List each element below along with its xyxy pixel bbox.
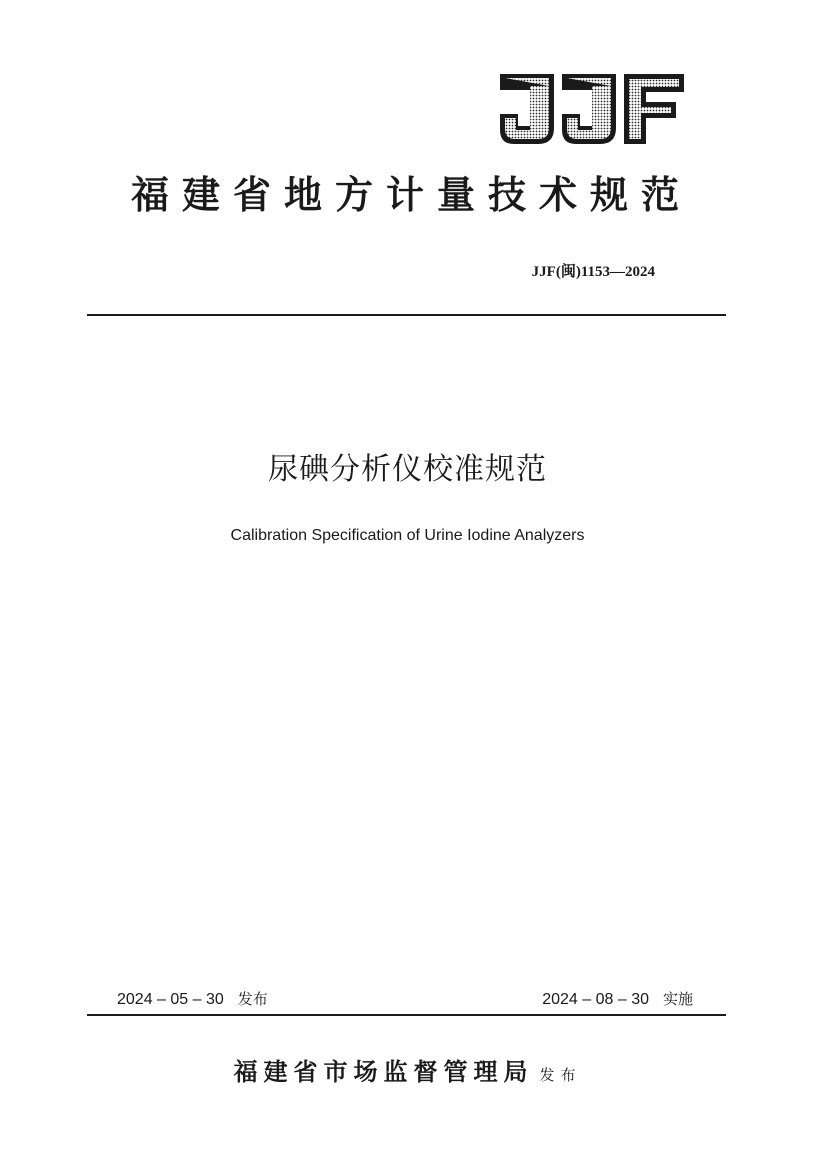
top-divider <box>87 314 726 316</box>
issuer-line <box>0 1052 815 1087</box>
series-title: 福建省地方计量技术规范 <box>130 172 692 217</box>
issue-date-line <box>117 988 268 1009</box>
implementation-label: 实施 <box>662 990 693 1008</box>
standard-number: JJF(闽)1153—2024 <box>531 264 655 280</box>
document-title: 尿碘分析仪校准规范 <box>268 452 547 487</box>
issuer-suffix: 发布 <box>539 1066 582 1084</box>
implementation-date-line <box>542 988 693 1009</box>
jjf-logo <box>496 70 686 148</box>
issuer-name: 福建省市场监督管理局 <box>233 1057 534 1086</box>
document-subtitle-en: Calibration Specification of Urine Iodine Analyzers <box>230 527 585 544</box>
issue-date: 2024 – 05 – 30 <box>117 991 224 1008</box>
implementation-date: 2024 – 08 – 30 <box>542 991 649 1008</box>
bottom-divider <box>87 1014 726 1016</box>
issue-label: 发布 <box>237 990 268 1008</box>
